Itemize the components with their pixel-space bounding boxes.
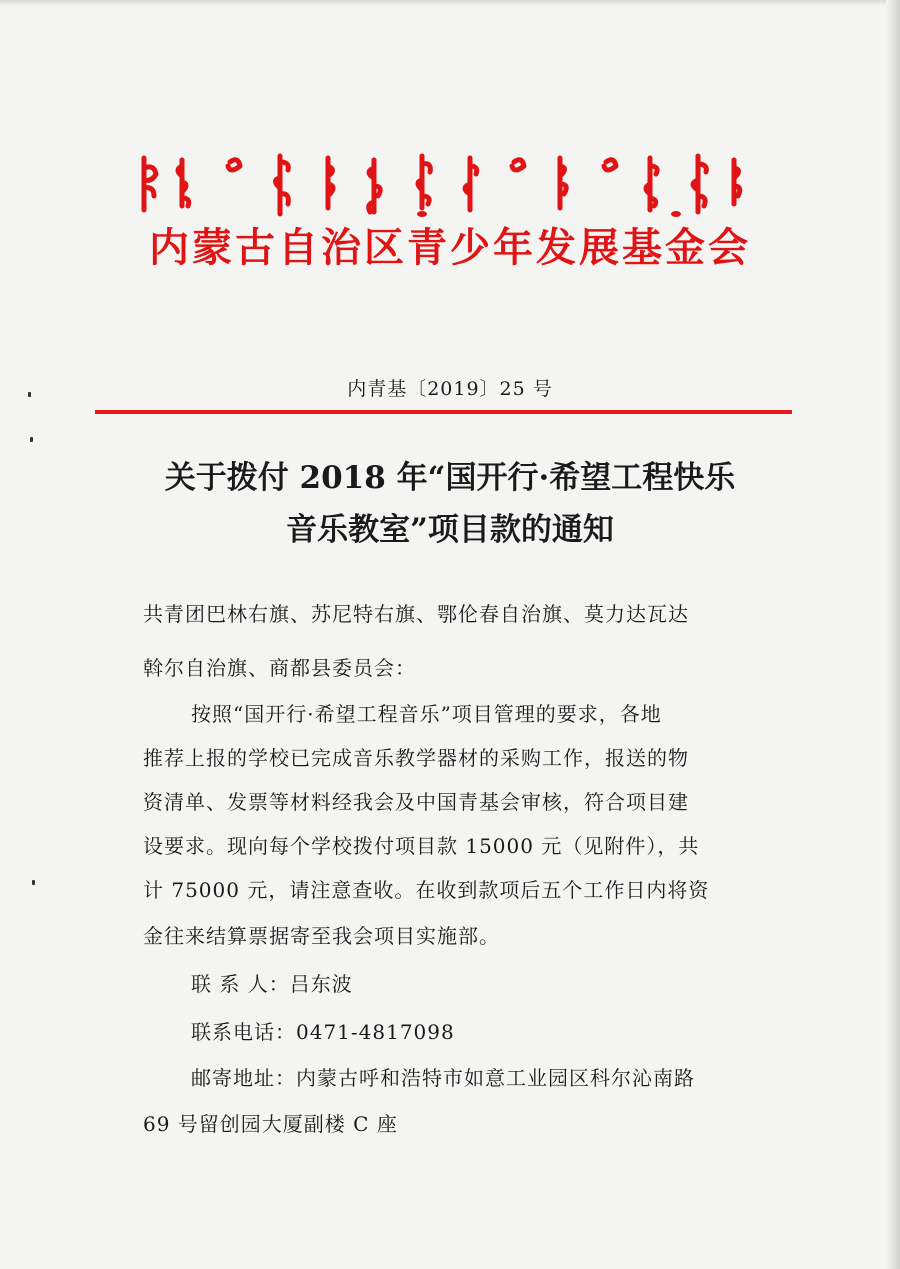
margin-scan-mark [28, 392, 31, 397]
title-line-1: 关于拨付 2018 年“国开行·希望工程快乐 [164, 460, 736, 496]
notice-title [0, 452, 900, 556]
addressee-line-2: 斡尔自治旗、商都县委员会： [143, 656, 416, 680]
addressee-line-1: 共青团巴林右旗、苏尼特右旗、鄂伦春自治旗、莫力达瓦达 [143, 602, 689, 626]
contact-person: 联 系 人：吕东波 [191, 972, 353, 996]
contact-phone: 联系电话：0471-4817098 [191, 1020, 455, 1044]
paragraph-line-3: 资清单、发票等材料经我会及中国青基会审核，符合项目建 [143, 790, 689, 814]
paragraph-line-2: 推荐上报的学校已完成音乐教学器材的采购工作，报送的物 [143, 746, 689, 770]
contact-address-line-1: 邮寄地址：内蒙古呼和浩特市如意工业园区科尔沁南路 [191, 1066, 695, 1090]
document-number: 内青基〔2019〕25 号 [347, 378, 553, 400]
mongolian-script-logo [130, 148, 750, 220]
paragraph-line-4: 设要求。现向每个学校拨付项目款 15000 元（见附件），共 [143, 834, 700, 858]
paragraph-line-5: 计 75000 元，请注意查收。在收到款项后五个工作日内将资 [143, 878, 710, 902]
title-line-2: 音乐教室”项目款的通知 [286, 512, 614, 548]
paragraph-line-6: 金往来结算票据寄至我会项目实施部。 [143, 924, 500, 948]
page-edge-right [886, 0, 900, 1269]
paragraph-line-1: 按照“国开行·希望工程音乐”项目管理的要求，各地 [191, 702, 662, 726]
margin-scan-mark [30, 437, 33, 442]
margin-scan-mark [32, 880, 35, 885]
page-edge-top [0, 0, 900, 6]
letterhead-divider [95, 410, 792, 414]
letterhead-org-name: 内蒙古自治区青少年发展基金会 [149, 224, 751, 271]
contact-address-line-2: 69 号留创园大厦副楼 C 座 [143, 1112, 398, 1136]
